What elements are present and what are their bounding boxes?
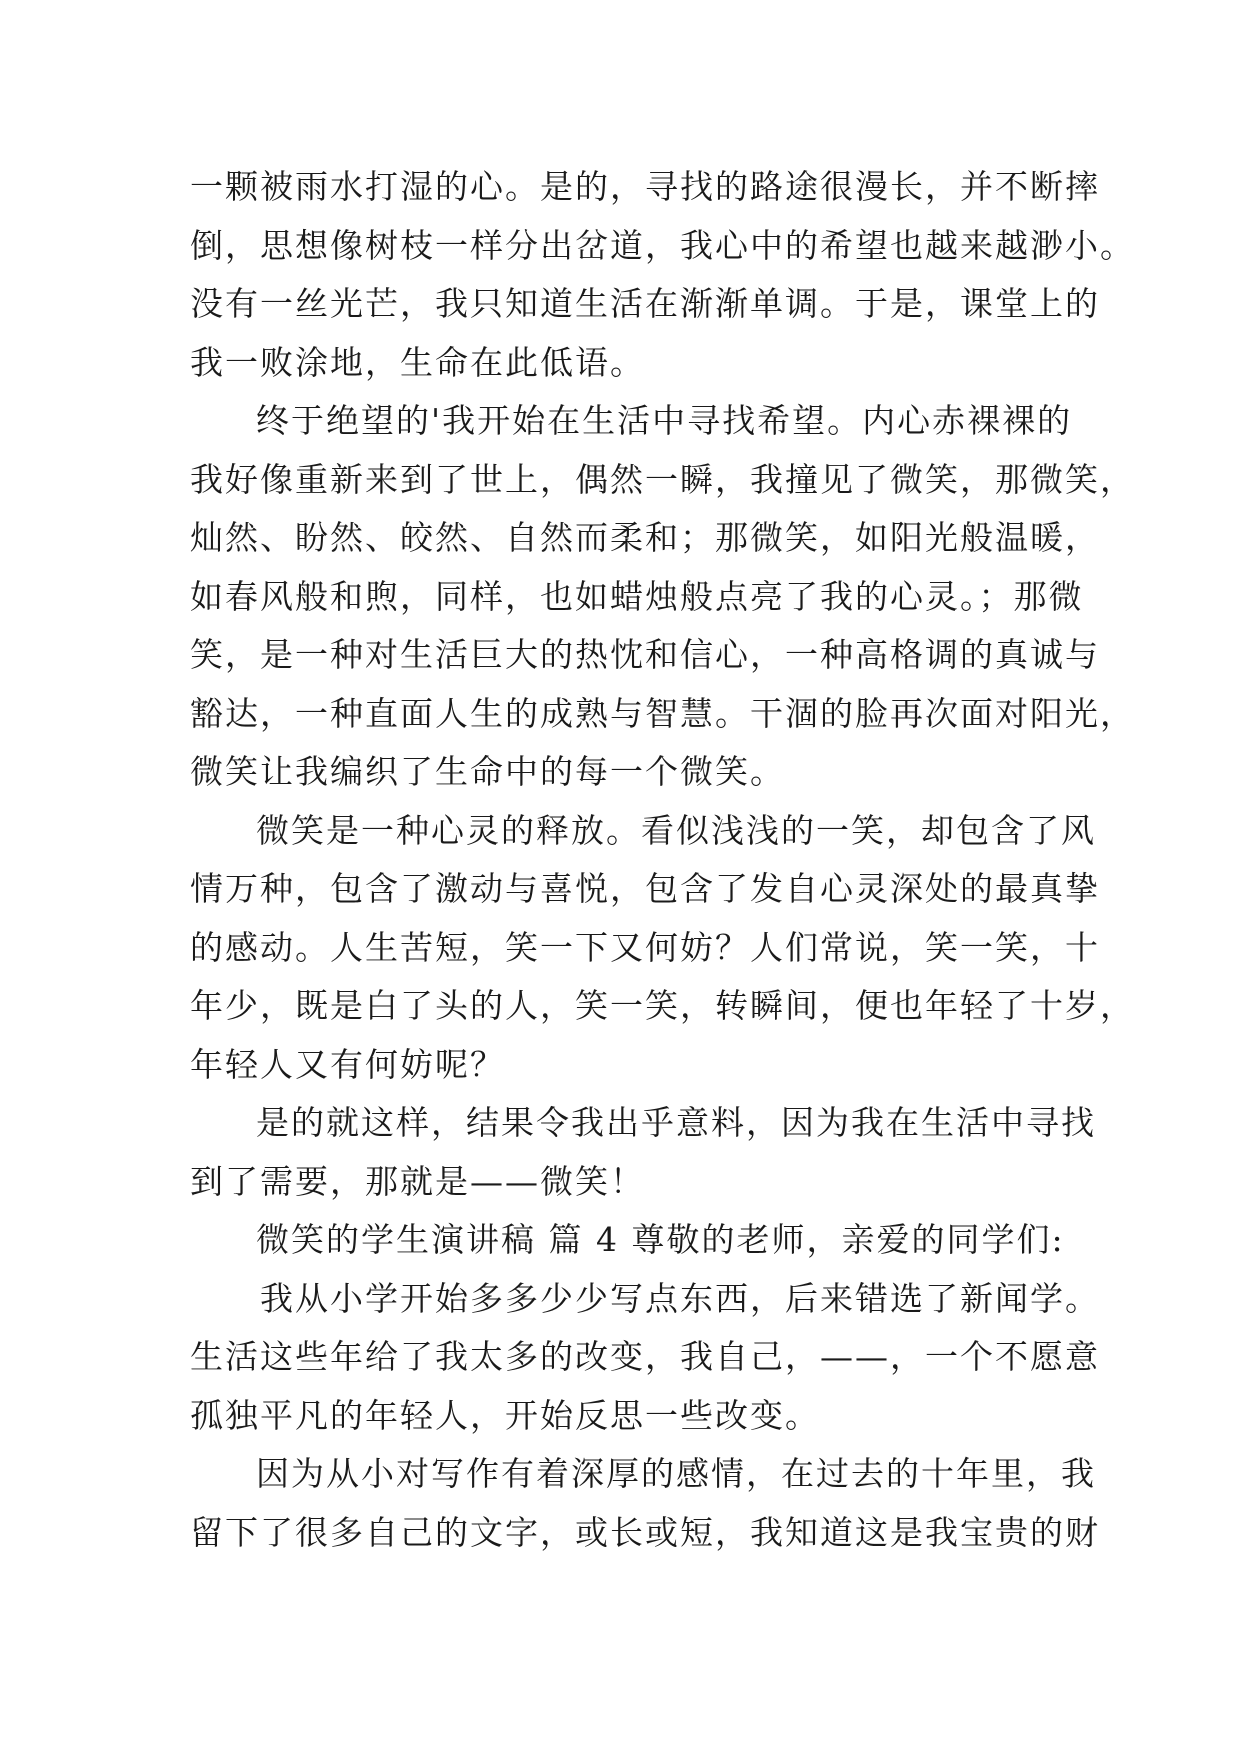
document-body	[190, 158, 1135, 1562]
text-line: 没有一丝光芒，我只知道生活在渐渐单调。于是，课堂上的	[190, 284, 1100, 323]
text-line: 情万种，包含了激动与喜悦，包含了发自心灵深处的最真挚	[190, 869, 1100, 908]
text-line: 年轻人又有何妨呢？	[190, 1044, 505, 1084]
text-line: 到了需要，那就是——微笑！	[190, 1161, 645, 1201]
text-line: 生活这些年给了我太多的改变，我自己，——，一个不愿意	[190, 1337, 1100, 1376]
text-line: 微笑让我编织了生命中的每一个微笑。	[190, 752, 785, 791]
text-line: 笑，是一种对生活巨大的热忱和信心，一种高格调的真诚与	[190, 635, 1100, 674]
text-line: 孤独平凡的年轻人，开始反思一些改变。	[190, 1395, 820, 1435]
text-line: 倒，思想像树枝一样分出岔道，我心中的希望也越来越渺小。	[190, 225, 1135, 265]
text-line: 年少，既是白了头的人，笑一笑，转瞬间，便也年轻了十岁，	[190, 986, 1135, 1025]
text-line: 的感动。人生苦短，笑一下又何妨？人们常说，笑一笑，十	[190, 927, 1100, 967]
text-line: 灿然、盼然、皎然、自然而柔和；那微笑，如阳光般温暖，	[190, 518, 1100, 557]
text-line: 微笑是一种心灵的释放。看似浅浅的一笑，却包含了风	[256, 810, 1096, 850]
text-line: 如春风般和煦，同样，也如蜡烛般点亮了我的心灵。；那微	[190, 576, 1084, 616]
text-line: 豁达，一种直面人生的成熟与智慧。干涸的脸再次面对阳光，	[190, 693, 1135, 733]
text-line: 微笑的学生演讲稿 篇 4 尊敬的老师，亲爱的同学们:	[256, 1220, 1065, 1259]
text-line: 留下了很多自己的文字，或长或短，我知道这是我宝贵的财	[190, 1512, 1100, 1552]
text-line: 我好像重新来到了世上，偶然一瞬，我撞见了微笑，那微笑，	[190, 459, 1135, 499]
text-line: 因为从小对写作有着深厚的感情，在过去的十年里，我	[256, 1454, 1096, 1493]
text-line: 我从小学开始多多少少写点东西，后来错选了新闻学。	[260, 1278, 1100, 1318]
text-line: 终于绝望的'我开始在生活中寻找希望。内心赤裸裸的	[256, 401, 1073, 440]
text-line: 是的就这样，结果令我出乎意料，因为我在生活中寻找	[256, 1103, 1096, 1142]
text-line: 一颗被雨水打湿的心。是的，寻找的路途很漫长，并不断摔	[190, 167, 1100, 206]
text-line: 我一败涂地，生命在此低语。	[190, 342, 645, 382]
